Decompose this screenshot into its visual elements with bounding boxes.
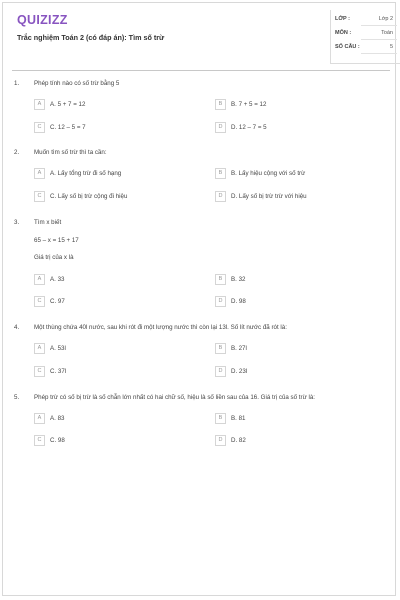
option-letter-box: C — [34, 366, 45, 377]
option-text: C. 97 — [50, 298, 65, 305]
question-text: Tìm x biết — [34, 219, 62, 226]
option-text: B. 7 + 5 = 12 — [231, 101, 267, 108]
question-prompt: Giá trị của x là — [34, 254, 74, 261]
question-number: 3. — [14, 219, 20, 226]
option-letter-box: A — [34, 274, 45, 285]
meta-divider — [361, 53, 397, 54]
option-text: A. 5 + 7 = 12 — [50, 101, 86, 108]
option-text: A. 83 — [50, 415, 65, 422]
option-letter-box: D — [215, 435, 226, 446]
quizizz-logo: QUIZIZZ — [17, 13, 68, 27]
question-text: Phép tính nào có số trừ bằng 5 — [34, 80, 120, 87]
option-letter-box: B — [215, 99, 226, 110]
option-text: C. 37l — [50, 368, 67, 375]
option-letter-box: D — [215, 122, 226, 133]
meta-count-label: SỐ CÂU : — [335, 44, 360, 50]
option-letter-box: B — [215, 274, 226, 285]
option-letter-box: A — [34, 99, 45, 110]
worksheet-meta-box — [330, 10, 400, 64]
option-text: C. 98 — [50, 437, 65, 444]
option-text: D. 23l — [231, 368, 248, 375]
option-letter-box: C — [34, 122, 45, 133]
meta-divider — [361, 39, 397, 40]
option-letter-box: C — [34, 191, 45, 202]
option-text: A. Lấy tổng trừ đi số hạng — [50, 170, 122, 177]
option-letter-box: B — [215, 413, 226, 424]
option-text: D. Lấy số bị trừ trừ với hiệu — [231, 193, 307, 200]
option-letter-box: D — [215, 296, 226, 307]
question-text: Muốn tìm số trừ thì ta cần: — [34, 149, 107, 156]
option-letter-box: B — [215, 168, 226, 179]
option-letter-box: D — [215, 366, 226, 377]
option-text: A. 33 — [50, 276, 65, 283]
option-letter-box: A — [34, 413, 45, 424]
meta-class-value: Lớp 2 — [378, 16, 393, 22]
question-number: 4. — [14, 324, 20, 331]
option-text: B. 32 — [231, 276, 246, 283]
option-text: D. 98 — [231, 298, 246, 305]
option-letter-box: C — [34, 435, 45, 446]
option-letter-box: A — [34, 168, 45, 179]
worksheet-header — [12, 10, 393, 71]
option-text: B. 81 — [231, 415, 246, 422]
option-letter-box: B — [215, 343, 226, 354]
meta-class-label: LỚP : — [335, 16, 350, 22]
option-letter-box: D — [215, 191, 226, 202]
question-text: Phép trừ có số bị trừ là số chẵn lớn nhất có hai chữ số, hiệu là số liền sau của 16. Giá trị của số trừ là: — [34, 394, 315, 401]
option-text: D. 82 — [231, 437, 246, 444]
option-text: B. Lấy hiệu cộng với số trừ — [231, 170, 306, 177]
option-letter-box: C — [34, 296, 45, 307]
option-text: A. 53l — [50, 345, 66, 352]
option-letter-box: A — [34, 343, 45, 354]
option-text: C. 12 – 5 = 7 — [50, 124, 86, 131]
option-text: C. Lấy số bị trừ cộng đi hiệu — [50, 193, 128, 200]
question-number: 1. — [14, 80, 20, 87]
option-text: B. 27l — [231, 345, 247, 352]
option-text: D. 12 – 7 = 5 — [231, 124, 267, 131]
worksheet-title: Trắc nghiệm Toán 2 (có đáp án): Tìm số trừ — [17, 33, 165, 42]
meta-count-value: 5 — [389, 44, 393, 50]
meta-subject-value: Toán — [381, 30, 393, 36]
question-equation: 65 – x = 15 + 17 — [34, 237, 79, 244]
question-text: Một thùng chứa 40l nước, sau khi rót đi một lượng nước thì còn lại 13l. Số lít nước đã rót là: — [34, 324, 287, 331]
question-number: 2. — [14, 149, 20, 156]
question-number: 5. — [14, 394, 20, 401]
meta-divider — [361, 25, 397, 26]
meta-subject-label: MÔN : — [335, 30, 352, 36]
